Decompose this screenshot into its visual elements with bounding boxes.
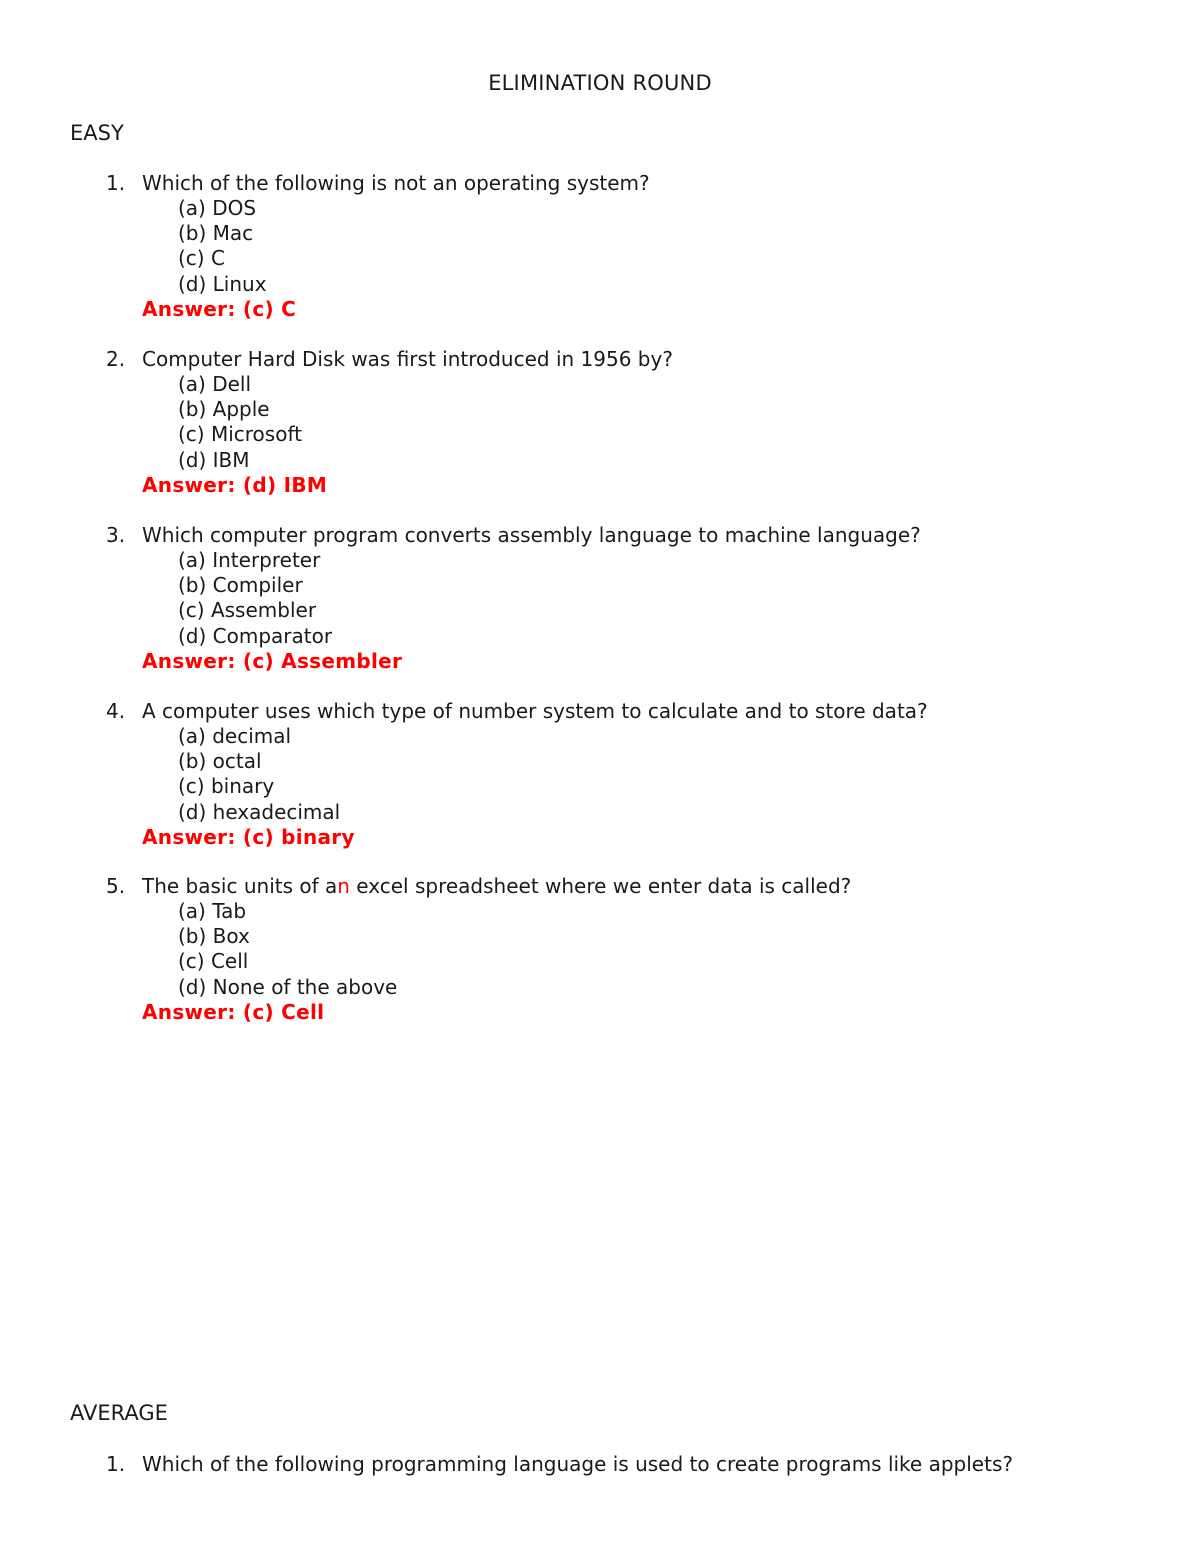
question-average-1 xyxy=(0,1452,1200,1477)
question-line xyxy=(0,874,1200,899)
question-line xyxy=(0,1452,1200,1477)
question-text: Computer Hard Disk was first introduced in 1956 by? xyxy=(142,347,673,371)
option-a: (a) DOS xyxy=(178,196,257,220)
question-number: 2. xyxy=(106,347,126,371)
option-c: (c) binary xyxy=(178,774,275,799)
question-text-start: The basic units of a xyxy=(142,874,338,898)
question-number: 1. xyxy=(106,171,126,195)
option-a: (a) Dell xyxy=(178,372,252,396)
option-c: (c) Cell xyxy=(178,949,249,974)
question-text xyxy=(142,874,851,899)
question-easy-2 xyxy=(0,347,1200,498)
question-number: 4. xyxy=(106,699,126,723)
question-line xyxy=(0,171,1200,196)
option-c: (c) Microsoft xyxy=(178,422,302,447)
option-d: (d) None of the above xyxy=(178,974,398,999)
section-heading-easy: EASY xyxy=(70,121,124,145)
document-title: ELIMINATION ROUND xyxy=(488,71,712,95)
answer-line: Answer: (c) C xyxy=(142,296,297,321)
option-d: (d) hexadecimal xyxy=(178,799,341,824)
option-d: (d) Linux xyxy=(178,271,267,296)
option-b: (b) Compiler xyxy=(178,573,303,598)
question-text: A computer uses which type of number system to calculate and to store data? xyxy=(142,699,928,723)
question-text-end: excel spreadsheet where we enter data is called? xyxy=(349,874,852,898)
question-line xyxy=(0,699,1200,724)
option-a: (a) Tab xyxy=(178,899,247,923)
question-line xyxy=(0,523,1200,548)
question-easy-5 xyxy=(0,874,1200,1025)
option-b: (b) Box xyxy=(178,924,250,949)
option-d: (d) Comparator xyxy=(178,623,333,648)
question-easy-3 xyxy=(0,523,1200,674)
option-c: (c) C xyxy=(178,246,225,271)
question-easy-1 xyxy=(0,171,1200,322)
option-d: (d) IBM xyxy=(178,447,250,472)
question-text: Which computer program converts assembly language to machine language? xyxy=(142,523,921,547)
option-a: (a) Interpreter xyxy=(178,548,321,572)
answer-line: Answer: (c) Assembler xyxy=(142,648,403,673)
answer-line: Answer: (c) Cell xyxy=(142,999,325,1024)
question-number: 1. xyxy=(106,1452,126,1476)
question-line xyxy=(0,347,1200,372)
answer-line: Answer: (c) binary xyxy=(142,824,355,849)
option-c: (c) Assembler xyxy=(178,598,317,623)
question-text: Which of the following is not an operating system? xyxy=(142,171,650,195)
question-text-highlight: n xyxy=(337,874,350,898)
section-heading-average: AVERAGE xyxy=(70,1401,168,1425)
question-text: Which of the following programming language is used to create programs like applets? xyxy=(142,1452,1013,1476)
option-b: (b) Mac xyxy=(178,221,254,246)
question-number: 3. xyxy=(106,523,126,547)
question-easy-4 xyxy=(0,699,1200,850)
question-number: 5. xyxy=(106,874,126,898)
option-b: (b) octal xyxy=(178,749,262,774)
answer-line: Answer: (d) IBM xyxy=(142,472,328,497)
option-b: (b) Apple xyxy=(178,397,270,422)
option-a: (a) decimal xyxy=(178,724,292,748)
